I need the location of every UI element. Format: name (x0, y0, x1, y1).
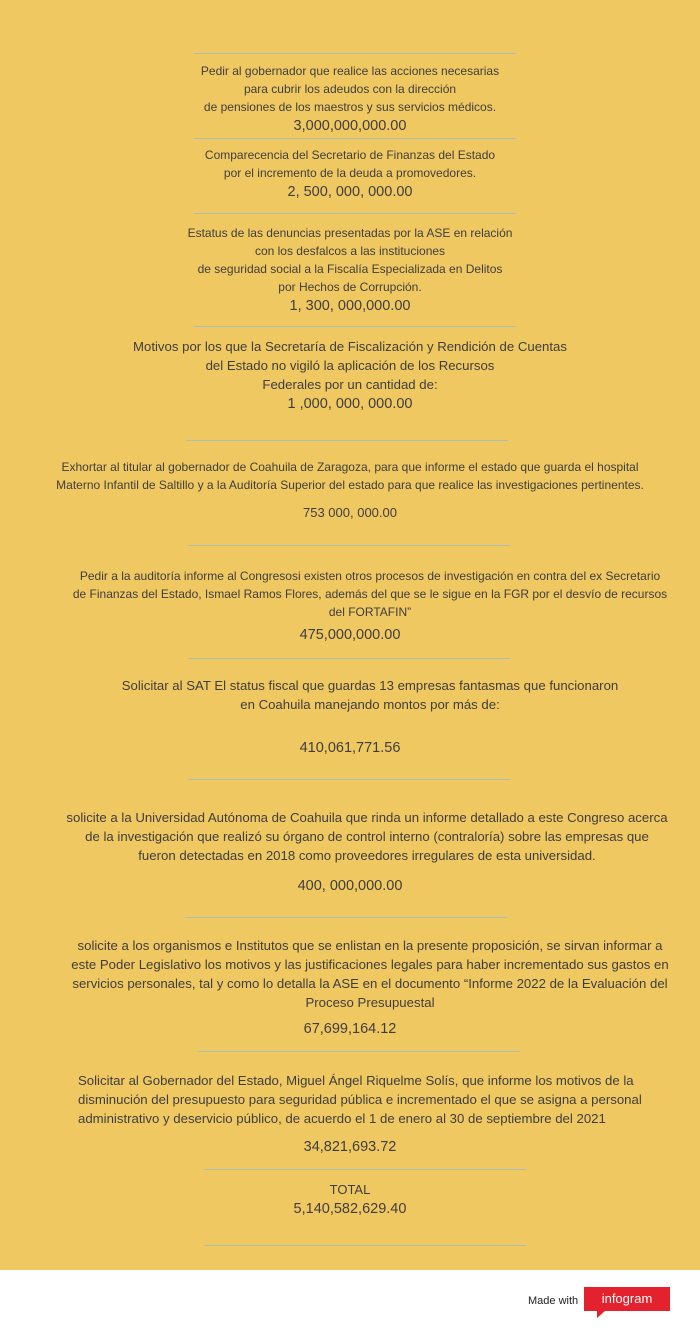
item-amount: 34,821,693.72 (303, 1139, 397, 1155)
footer (0, 1270, 700, 1331)
item-amount: 410,061,771.56 (299, 740, 401, 756)
item-amount: 1 ,000, 000, 000.00 (287, 396, 413, 412)
item-description: Solicitar al Gobernador del Estado, Miguel Ángel Riquelme Solís, que informe los motivos de la disminución del presupuesto para seguridad pública e incrementado el que se asigna a personal administrativo y deservicio público, de acuerdo el 1 de enero al 30 de septiembre del 2021 (78, 1073, 642, 1126)
item-amount: 475,000,000.00 (299, 627, 401, 643)
divider (194, 138, 516, 139)
divider (198, 1051, 520, 1052)
divider (194, 213, 516, 214)
logo-tail-icon (597, 1311, 605, 1318)
item-amount: 400, 000,000.00 (297, 878, 403, 894)
item-description: solicite a los organismos e Institutos que se enlistan en la presente proposición, se sirvan informar a este Poder Legislativo los motivos y las justificaciones legales para haber incrementado sus gastos en servicios personales, tal y como lo detalla la ASE en el documento “Informe 2022 de la Evaluación del Proceso Presupuestal (71, 938, 669, 1010)
divider (194, 326, 516, 327)
item-description: Motivos por los que la Secretaría de Fiscalización y Rendición de Cuentas del Estado no vigiló la aplicación de los Recursos Federales por un cantidad de: (133, 339, 567, 392)
item-amount: 67,699,164.12 (303, 1021, 397, 1037)
item-amount: 753 000, 000.00 (303, 505, 397, 520)
divider (204, 1169, 526, 1170)
total-amount: 5,140,582,629.40 (293, 1201, 407, 1217)
divider (194, 53, 516, 54)
total-label: TOTAL (329, 1182, 371, 1197)
divider (188, 658, 510, 659)
made-with-label: Made with (528, 1295, 579, 1307)
item-description: Comparecencia del Secretario de Finanzas del Estado por el incremento de la deuda a promovedores. (204, 148, 496, 180)
item-amount: 3,000,000,000.00 (293, 118, 407, 134)
item-amount: 1, 300, 000,000.00 (289, 298, 411, 314)
item-amount: 2, 500, 000, 000.00 (287, 184, 413, 200)
item-description: solicite a la Universidad Autónoma de Coahuila que rinda un informe detallado a este Congreso acerca de la investigación que realizó su órgano de control interno (contraloría) sobre las empresas que fueron detectadas en 2018 como proveedores irregulares de esta universidad. (66, 810, 668, 863)
infogram-logo[interactable]: infogram (584, 1287, 670, 1311)
item-description: Pedir a la auditoría informe al Congresosi existen otros procesos de investigación en contra del ex Secretario de Finanzas del Estado, Ismael Ramos Flores, además del que se le sigue en la FGR por el desvío de recursos del FORTAFIN” (72, 569, 668, 619)
item-description: Solicitar al SAT El status fiscal que guardas 13 empresas fantasmas que funcionaron en Coahuila manejando montos por más de: (121, 678, 619, 712)
divider (204, 1245, 526, 1246)
divider (188, 779, 510, 780)
item-description: Pedir al gobernador que realice las acciones necesarias para cubrir los adeudos con la dirección de pensiones de los maestros y sus servicios médicos. (200, 64, 500, 114)
divider (188, 545, 510, 546)
item-description: Exhortar al titular al gobernador de Coahuila de Zaragoza, para que informe el estado que guarda el hospital Materno Infantil de Saltillo y a la Auditoría Superior del estado para que realice las investigaciones pertinentes. (56, 460, 644, 492)
divider (185, 917, 507, 918)
divider (186, 440, 508, 441)
item-description: Estatus de las denuncias presentadas por la ASE en relación con los desfalcos a las instituciones de seguridad social a la Fiscalía Especializada en Delitos por Hechos de Corrupción. (187, 226, 513, 294)
